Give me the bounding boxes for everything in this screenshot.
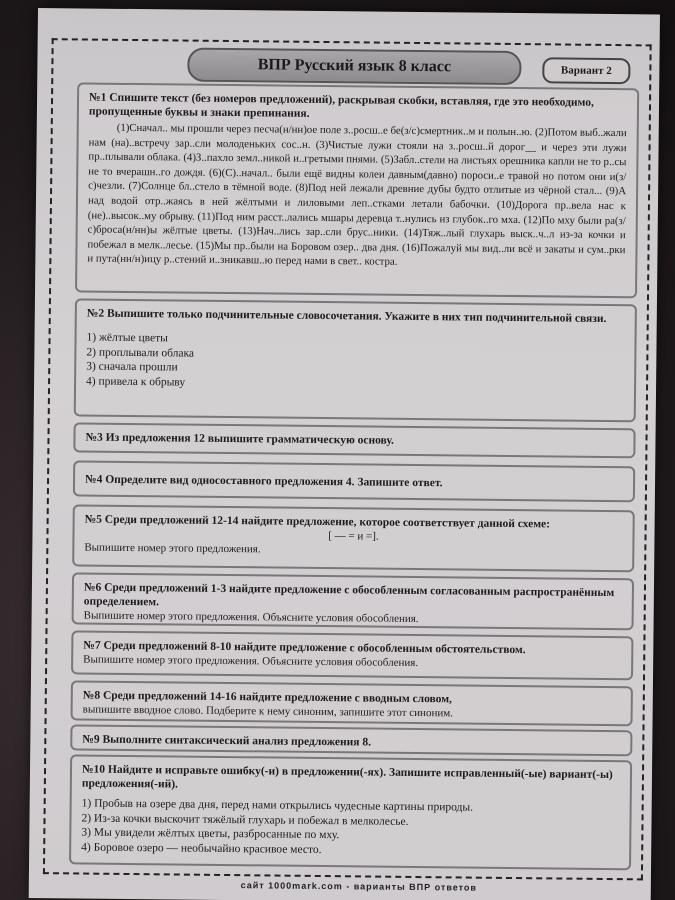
- task-10-list: [81, 797, 620, 861]
- list-item: 2) проплывали облака: [86, 346, 195, 360]
- task-8-instruction: №8 Среди предложений 14-16 найдите предложение с вводным словом,: [82, 689, 453, 706]
- task-3: [73, 422, 635, 458]
- task-9-instruction: №9 Выполните синтаксический анализ предложения 8.: [82, 733, 372, 749]
- task-7: [71, 630, 633, 680]
- list-item: 4) Боровое озеро — необычайно красивое место.: [81, 840, 322, 856]
- task-7-note: Выпишите номер этого предложения. Объясните условия обособления.: [83, 653, 419, 670]
- task-5-instruction: №5 Среди предложений 12-14 найдите предложение, которое соответствует данной схеме:: [84, 513, 551, 531]
- task-8: [71, 680, 633, 726]
- page-title: ВПР Русский язык 8 класс: [187, 48, 521, 85]
- task-5-note: Выпишите номер этого предложения.: [84, 541, 261, 556]
- list-item: 3) сначала прошли: [86, 360, 178, 374]
- task-5: [72, 504, 635, 572]
- task-6-note: Выпишите номер этого предложения. Объясните условия обособления.: [83, 609, 419, 626]
- task-1-text: (1)Сначал.. мы прошли через песча(н/нн)ое поле з..росш..е бе(з/с)смертник..м и полын..ю. (2)Потом выб..жали нам (на)..встречу зар..сли молоденьких сос..н. (3)Чистые лужи стояли на з..росш..й дорог__ и через эти лужи пр..плывали облака. (4)З..пахло земл..никой и..гретыми пнями. (5)Забл..стели на листьях орешника капли не то р..сы не то вчерашн..го дождя. (6)(С)..начал.. были ещё видны колеи давным(давно) пороси..е травой но потом они и(з/с)чезли. (7)Солнце бл..стело в тёмной воде. (8)Под ней лежали древние дубы будто отлитые из чёрной стал... (9)А над водой отр..жаясь в ней жёлтыми и лиловыми леп..стками летали бабочки. (10)Дорога пр..вела нас к (не)..высок..му обрыву. (11)Под ним расст..лались мшары деревца т..нулись из глубок..го мха. (12)По мху были ра(з/с)броса(н/нн)ы жёлтые цветы. (13)Нач..лись зар..сли брус..ники. (14)Тяж..лый глухарь выск..ч..л из-за кочки и побежал в мелк..лесье. (15)Мы пр..были на Боровом озер.. два дня. (16)Пожалуй мы вид..ли всё и закаты и сум..рки и пута(нн/н)ицу р..стений и..зникавш..ю перед нами в свет.. костра.: [87, 121, 627, 269]
- task-10: [69, 754, 632, 870]
- task-3-instruction: №3 Из предложения 12 выпишите грамматическую основу.: [85, 431, 394, 447]
- worksheet-page: [29, 8, 660, 900]
- task-4-instruction: №4 Определите вид односоставного предложения 4. Запишите ответ.: [85, 473, 443, 490]
- list-item: 3) Мы увидели жёлтых цветы, разбросанные по мху.: [81, 826, 340, 842]
- task-10-instruction: №10 Найдите и исправьте ошибку(-и) в предложении(-ях). Запишите исправленный(-ые) вариант(-ы) предложения(-ий).: [81, 763, 613, 791]
- variant-badge: Вариант 2: [542, 57, 630, 84]
- task-2-list: [86, 331, 625, 395]
- task-1-instruction: №1 Спишите текст (без номеров предложений), раскрывая скобки, вставляя, где это необходимо, пропущенные буквы и знаки препинания.: [88, 91, 594, 120]
- task-2-instruction: №2 Выпишите только подчинительные словосочетания. Укажите в них тип подчинительной связи.: [86, 307, 607, 325]
- list-item: 1) Пробыв на озере два дня, перед нами открылись чудесные картины природы.: [81, 797, 474, 814]
- task-6-instruction: №6 Среди предложений 1-3 найдите предложение с обособленным согласованным распространённым определением.: [83, 581, 615, 609]
- footer-watermark: сайт 1000mark.com - варианты ВПР ответов: [240, 880, 478, 893]
- list-item: 4) привела к обрыву: [86, 375, 186, 389]
- task-6: [72, 572, 635, 630]
- list-item: 2) Из-за кочки выскочит тяжёлый глухарь и побежал в мелколесье.: [81, 812, 409, 828]
- list-item: 1) жёлтые цветы: [86, 331, 168, 345]
- task-2: [74, 298, 637, 422]
- task-1: [75, 82, 639, 298]
- task-5-scheme: [ — = и =].: [328, 530, 379, 543]
- task-7-instruction: №7 Среди предложений 8-10 найдите предложение с обособленным обстоятельством.: [83, 639, 526, 657]
- task-8-note: выпишите вводное слово. Подберите к нему синоним, запишите этот синоним.: [82, 703, 454, 720]
- task-4: [73, 460, 635, 502]
